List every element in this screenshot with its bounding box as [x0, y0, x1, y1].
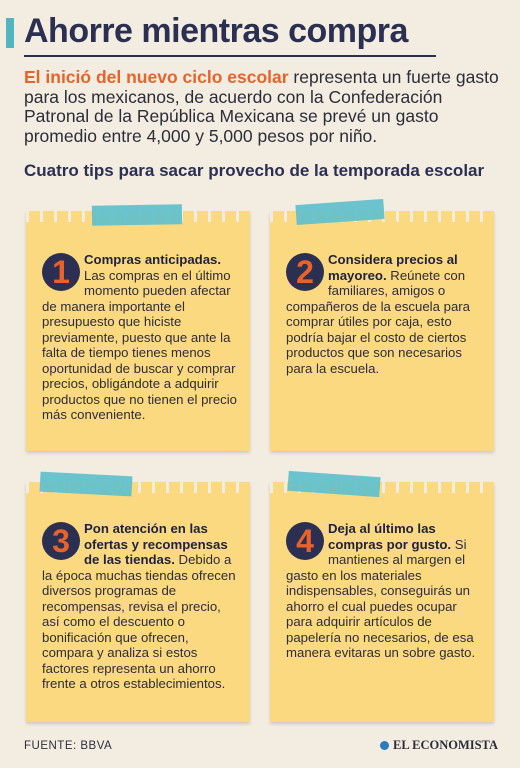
tip-text-4 [286, 521, 482, 661]
tip-number-4: 4 [286, 522, 324, 560]
tip-heading-1: Compras anticipadas. [84, 252, 222, 267]
tip-number-2: 2 [286, 253, 324, 291]
tip-body-3: Debido a la época muchas tiendas ofrecen diversos programas de recompensas, revisa el precio, así como el descuento o bonificación que ofrecen, compara y analiza si estos factores representa un ahorro frente a otros establecimientos. [42, 552, 236, 691]
tip-heading-4: Deja al último las compras por gusto. [328, 521, 452, 552]
tip-body-4: Si mantienes al margen el gasto en los materiales indispensables, conseguirás un ahorro el cual puedes ocupar para adquirir artículos de papelería no necesarios, de esa manera evitaras un sobre gasto. [286, 536, 476, 660]
title-accent-bar [6, 18, 14, 48]
brand-logo [380, 738, 498, 753]
tip-text-1 [42, 252, 238, 423]
intro-paragraph [24, 68, 504, 146]
brand-name: EL ECONOMISTA [393, 738, 498, 752]
tape-1 [92, 204, 182, 226]
tip-text-2 [286, 252, 482, 376]
brand-globe-icon [380, 741, 389, 750]
tip-body-1: Las compras en el último momento pueden afectar de manera importante el presupuesto que hiciste previamente, puesto que ante la falta de tiempo tienes menos oportunidad de buscar y comprar precios, obligándote a adquirir productos que no tienen el precio más conveniente. [42, 267, 238, 422]
page-title: Ahorre mientras compra [24, 12, 408, 50]
subtitle: Cuatro tips para sacar provecho de la temporada escolar [24, 161, 485, 180]
tip-number-1: 1 [42, 253, 80, 291]
source-credit: FUENTE: BBVA [24, 740, 113, 752]
tip-heading-2: Considera precios al mayoreo. [328, 252, 458, 283]
tip-heading-3: Pon atención en las ofertas y recompensas de las tiendas. [84, 521, 228, 567]
title-underline [24, 55, 436, 57]
tip-body-2: Reúnete con familiares, amigos o compañeros de la escuela para comprar útiles por caja, esto podría bajar el costo de ciertos productos que son necesarios para la escuela. [286, 267, 471, 376]
tip-text-3 [42, 521, 238, 692]
intro-text: representa un fuerte gasto para los mexicanos, de acuerdo con la Confederación Patronal de la República Mexicana se prevé un gasto promedio entre 4,000 y 5,000 pesos por niño. [24, 67, 499, 146]
tip-number-3: 3 [42, 522, 80, 560]
intro-highlight: El inició del nuevo ciclo escolar [24, 67, 289, 87]
